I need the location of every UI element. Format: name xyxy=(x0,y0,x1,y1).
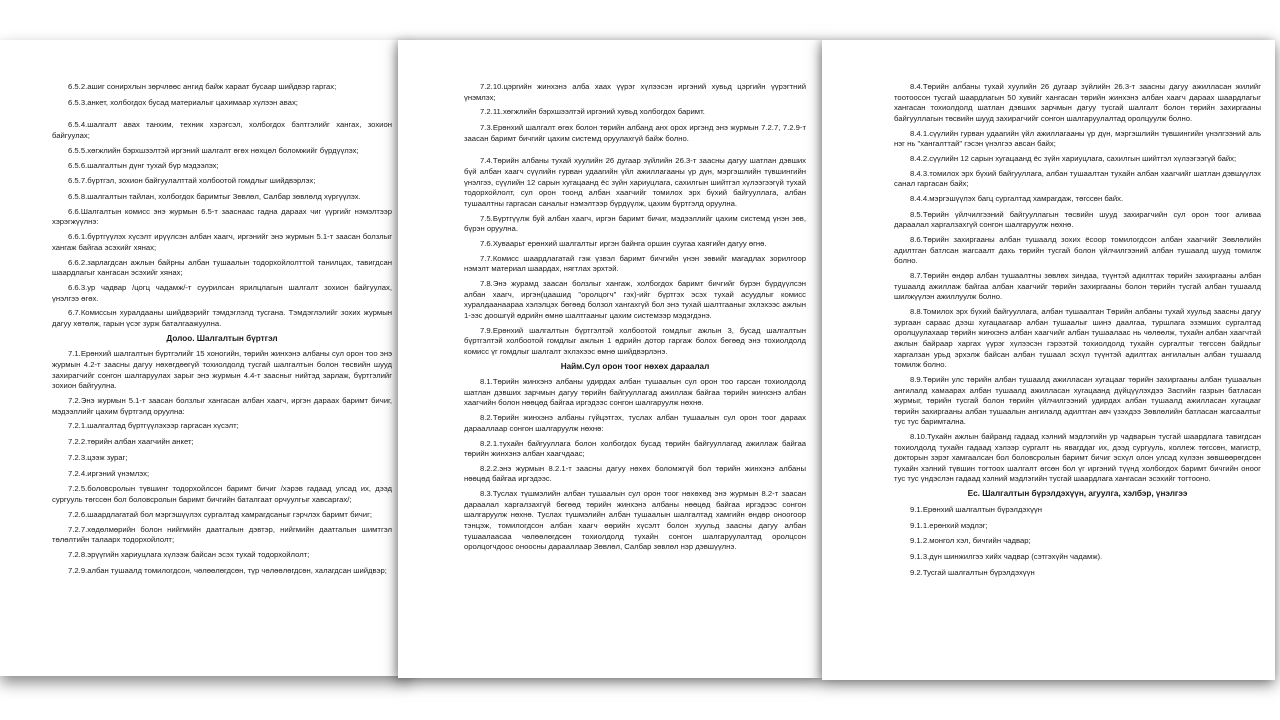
paragraph: 6.6.2.зарлагдсан ажлын байрны албан тушаалын тодорхойлолттой танилцах, тавигдсан шаардлагыг хангасан эсэхийг хянах; xyxy=(52,257,392,278)
paragraph: 6.5.7.бүртгэл, зохион байгуулалттай холбоотой гомдлыг шийдвэрлэх; xyxy=(68,176,316,186)
section-heading: Долоо. Шалгалтын бүртгэл xyxy=(166,333,278,343)
document-page-right xyxy=(822,40,1275,680)
paragraph: 7.2.8.эрүүгийн хариуцлага хүлээж байсан эсэх тухай тодорхойлолт; xyxy=(68,549,310,559)
paragraph: 7.2.Энэ журмын 5.1-т заасан болзлыг хангасан албан хаагч, иргэн дараах баримт бичиг, мэдээллийг цахим бүртгэлд оруулна: xyxy=(52,395,392,416)
document-page-middle xyxy=(398,40,822,678)
paragraph: 7.2.1.шалгалтад бүртгүүлэхээр гаргасан хүсэлт; xyxy=(68,421,239,431)
paragraph: 6.5.2.ашиг сонирхлын зөрчлөөс ангид байж хараат бусаар шийдвэр гаргах; xyxy=(68,82,337,91)
paragraph: 9.1.1.ерөнхий мэдлэг; xyxy=(910,520,988,530)
paragraph: 8.2.2.энэ журмын 8.2.1-т заасны дагуу нөхөх боломжгүй бол төрийн жинхэнэ албаны нөөцөд байгаа иргэдээс. xyxy=(464,463,806,484)
paragraph: 7.7.Комисс шаардлагатай гэж үзвэл баримт бичгийн үнэн зөвийг магадлах зорилгоор нэмэлт материал шаардах, нягтлах эрхтэй. xyxy=(464,253,806,274)
paragraph: 8.2.1.тухайн байгууллага болон холбогдох бусад төрийн байгууллагад ажиллаж байгаа төрийн жинхэнэ албан хаагчдаас; xyxy=(464,438,806,459)
paragraph: 8.10.Тухайн ажлын байранд гадаад хэлний мэдлэгийн ур чадварын тусгай шаардлага тавигдсан тохиолдолд тухайн гадаад хэлээр сургалт нь явагддаг их, дээд сургууль, коллеж төгссөн, магистр, докторын зэрэг хамгаалсан бол боловсролын баримт бичиг эсхүл олон улсад хүлээн зөвшөөрөгдсөн тухайн хэлний түвшин тогтоох шалгалт өгсөн бол үг иргэний түүнд холбогдох баримт бичгийн оноог тус тус үндэслэн гадаад хэлний мэдлэгийн тусгай шаардлага хангасан эсэхийг тогтооно. xyxy=(894,432,1261,484)
paragraph: 6.5.6.шалгалтын дүнг тухай бүр мэдээлэх; xyxy=(68,160,219,170)
paragraph: 9.1.3.дүн шинжилгээ хийх чадвар (сэтгэхүйн чадамж). xyxy=(910,552,1103,562)
paragraph: 9.1.2.монгол хэл, бичгийн чадвар; xyxy=(910,536,1031,546)
paragraph: 8.2.Төрийн жинхэнэ албаны гүйцэтгэх, туслах албан тушаалын сул орон тоог дараах дарааллаар сонгон шалгаруулж нөхнө: xyxy=(464,413,806,433)
paragraph: 7.6.Хуваарьт ерөнхий шалгалтыг иргэн байнга оршин суугаа хаягийн дагуу өгнө. xyxy=(480,238,767,248)
paragraph: 7.2.7.хөдөлмөрийн болон нийгмийн даатгалын дэвтэр, нийгмийн даатгалын шимтгэл төлөлтийн талаарх тодорхойлолт; xyxy=(52,524,392,545)
paragraph: 6.5.4.шалгалт авах танхим, техник хэрэгсэл, холбогдох бэлтгэлийг хангах, зохион байгуулах; xyxy=(52,120,392,140)
paragraph: 7.2.5.боловсролын түвшинг тодорхойлсон баримт бичиг /хэрэв гадаад улсад их, дээд сургууль төгссөн бол боловсролын баримт бичгийн баталгаат орчуулгыг хавсаргах/; xyxy=(52,484,392,504)
paragraph: 6.6.1.бүртгүүлэх хүсэлт ирүүлсэн албан хаагч, иргэнийг энэ журмын 5.1-т заасан болзлыг хангаж байгаа эсэхийг хянах; xyxy=(52,232,392,252)
paragraph: 7.2.3.цээж зураг; xyxy=(68,452,128,462)
paragraph: 8.4.2.сүүлийн 12 сарын хугацаанд ёс зүйн хариуцлага, сахилгын шийтгэл хүлээгээгүй байх; xyxy=(910,153,1237,163)
paragraph: 8.3.Туслах түшмэлийн албан тушаалын сул орон тоог нөхөхөд энэ журмын 8.2-т заасан дараалал харгалзахгүй бөгөөд төрийн жинхэнэ албаны нөөцөд байгаа иргэдээс сонгон шалгаруулж нөхнө. Туслах түшмэлийн албан тушаалын шалгалтад хамгийн өндөр оноогоор тэнцэж, томилогдсон албан хаагч өөрийн хүсэлт болон хуульд заасны дагуу албан тушаалаасаа чөлөөлөгдсөн тохиолдолд тухайн сонгон шалгаруулалтад оролцсон оролцогчдоос оноосны дарааллаар Зөвлөл, Салбар зөвлөл нэр дэвшүүлнэ. xyxy=(464,489,806,552)
paragraph: 6.7.Комиссын хуралдааны шийдвэрийг тэмдэглэлд тусгана. Тэмдэглэлийг зохих журмын дагуу хөтөлж, гарын үсэг зурж баталгаажуулна. xyxy=(52,308,392,328)
paragraph: 8.4.3.томилох эрх бүхий байгууллага, албан тушаалтан тухайн албан хаагчийг шатлан дэвшүүлэх санал гаргасан байх; xyxy=(894,168,1261,189)
paragraph: 7.2.9.албан тушаалд томилогдсон, чөлөөлөгдсөн, түр чөлөөлөгдсөн, халагдсан шийдвэр; xyxy=(68,565,387,575)
paragraph: 8.7.Төрийн өндөр албан тушаалтны зөвлөх зиндаа, түүнтэй адилтгах төрийн захиргааны албан тушаалд ажиллаж байгаа албан хаагчийг төрийн захиргааны болон төрийн тусгай албан тушаалд шилжүүлэн ажиллуулж болно. xyxy=(894,271,1261,302)
paragraph: 9.1.Ерөнхий шалгалтын бүрэлдэхүүн xyxy=(910,504,1043,514)
paragraph: 8.4.Төрийн албаны тухай хуулийн 26 дугаар зүйлийн 26.3-т заасны дагуу ажилласан жилийг тоотоосон тусгай шаардлагын 50 хувийг хангасан төрийн жинхэнэ албан хаагч дараах шаардлагыг хангасан тохиолдолд шатлан дэвших зарчмын дагуу тусгай шалгалт болон төрийн захиргааны байгууллагын төсвийн шууд захирагчийг сонгон шалгаруулалтад оролцуулж болно. xyxy=(894,82,1261,123)
paragraph: 6.5.3.анкет, холбогдох бусад материалыг цахимаар хүлээн авах; xyxy=(68,97,298,107)
paragraph: 9.2.Тусгай шалгалтын бүрэлдэхүүн xyxy=(910,567,1035,577)
paragraph: 6.5.5.хөгжлийн бэрхшээлтэй иргэний шалгалт өгөх нөхцөл боломжийг бүрдүүлэх; xyxy=(68,145,359,155)
paragraph: 8.4.1.сүүлийн гурван удаагийн үйл ажиллагааны үр дүн, мэргэшлийн түвшингийн үнэлгээний аль нэг нь "хангалттай" гэсэн үнэлгээ авсан байх; xyxy=(894,128,1261,149)
paragraph: 7.2.2.төрийн албан хаагчийн анкет; xyxy=(68,437,194,447)
paragraph: 8.1.Төрийн жинхэнэ албаны удирдах албан тушаалын сул орон тоо гарсан тохиолдолд шатлан дэвших зарчмын дагуу төрийн байгууллагад ажиллаж байгаа төрийн жинхэнэ албан хаагчийн болон нөөцөд байгаа иргэдээс сонгон шалгаруулж нөхнө. xyxy=(464,377,806,408)
paragraph: 7.3.Ерөнхий шалгалт өгөх болон төрийн албанд анх орох иргэнд энэ журмын 7.2.7, 7.2.9-т заасан баримт бичгийг цахим системд оруулахгүй байж болно. xyxy=(464,123,806,143)
paragraph: 8.5.Төрийн үйлчилгээний байгууллагын төсвийн шууд захирагчийн сул орон тоог аливаа дараалал харгалзахгүй сонгон шалгаруулж нөхнө. xyxy=(894,209,1261,230)
document-page-left xyxy=(0,40,408,676)
paragraph: 6.5.8.шалгалтын тайлан, холбогдох баримтыг Зөвлөл, Салбар зөвлөлд хүргүүлэх. xyxy=(68,192,361,202)
paragraph: 7.2.4.иргэний үнэмлэх; xyxy=(68,468,150,478)
paragraph: 8.4.4.мэргэшүүлэх багц сургалтад хамрагдаж, төгссөн байх. xyxy=(910,194,1124,204)
paragraph: 6.6.3.ур чадвар /цогц чадамж/-т суурилсан ярилцлагын шалгалт зохион байгуулах, үнэлгээ өгөх. xyxy=(52,283,392,303)
section-heading: Найм.Сул орон тоог нөхөх дараалал xyxy=(560,361,710,371)
paragraph: 7.2.6.шаардлагатай бол мэргэшүүлэх сургалтад хамрагдсаныг гэрчлэх баримт бичиг; xyxy=(68,509,373,519)
paragraph: 7.2.11.хөгжлийн бэрхшээлтэй иргэний хувьд холбогдох баримт. xyxy=(480,107,705,117)
section-heading: Ес. Шалгалтын бүрэлдэхүүн, агуулга, хэлбэр, үнэлгээ xyxy=(967,489,1188,499)
paragraph: 7.5.Бүртгүүлж буй албан хаагч, иргэн баримт бичиг, мэдээллийг цахим системд үнэн зөв, бүрэн оруулна. xyxy=(464,213,806,234)
paragraph: 7.4.Төрийн албаны тухай хуулийн 26 дугаар зүйлийн 26.3-т заасны дагуу шатлан дэвших бүй албан хаагч сүүлийн гурван удаагийн үйл ажиллагааны үр дүн, мэргэшлийн түвшингийн үнэлгээ, сүүлийн 12 сарын хугацаанд ёс зүйн хариуцлага, сахилгын шийтгэл хүлээгээгүй тухай тодорхойлолт, сул орон тоонд албан хаагчийг томилох эрх бүхий байгууллага, албан тушаалтны гаргасан саналыг нэмэлтээр бүрдүүлж, цахим бүртгэлд оруулна. xyxy=(464,156,806,208)
paragraph: 7.9.Ерөнхий шалгалтын бүртгэлтэй холбоотой гомдлыг ажлын 3, бусад шалгалтын бүртгэлтэй холбоотой гомдлыг ажлын 1 өдрийн дотор гаргаж болох бөгөөд энэ тохиолдолд комисс үг гомдлыг шалгалт эхлэхээс өмнө шийдвэрлэнэ. xyxy=(464,325,806,356)
paragraph: 8.9.Төрийн улс төрийн албан тушаалд ажилласан хугацааг төрийн захиргааны албан тушаалын ангилалд хамаарах албан тушаалд ажилласан хугацаанд дүйцүүлэхдээ Засгийн газрын батласан журмыг, төрийн тусгай болон төрийн үйлчилгээний удирдах албан тушаалд ажилласан хугацааг төрийн захиргааны албан тушаалын ангилалд адилтган авч үзэхдээ Зөвлөлийн батласан жагсаалтыг тус тус баримтална. xyxy=(894,374,1261,427)
paragraph: 7.1.Ерөнхий шалгалтын бүртгэлийг 15 хоногийн, төрийн жинхэнэ албаны сул орон тоо энэ журмын 4.2-т заасны дагуу нөхөгдөөгүй тохиолдолд тусгай шалгалтын болон төсвийн шууд захирагчийг сонгон шалгаруулах зарыг энэ журмын 4.4-т заасныг нийтэд зарлаж, бүртгэлийг зохион байгуулна. xyxy=(52,349,392,391)
paragraph: 7.2.10.цэргийн жинхэнэ алба хаах үүрэг хүлээсэн иргэний хувьд цэргийн үүрэгтний үнэмлэх; xyxy=(464,82,806,102)
paragraph: 8.8.Томилох эрх бүхий байгууллага, албан тушаалтан Төрийн албаны тухай хуульд заасны дагуу зургаан сараас дээш хугацаагаар албан тушаалыг шинэ даалгаа, туршлага эзэмших сургалтад оролцуулахаар төрийн жинхэнэ албан хаагчийг албан тушаалаас нь чөлөөлж, тухайн албан хаагчтай ажлын байраар харгах үүрэг хүлээсэн гэрээтэй тохиолдолд тухайн сургалтыг төгссөн байдлыг харгалзан урьд эрхэлж байсан албан тушаал эсхүл түүнтэй адилтгах ангилалын албан тушаалд томилж болно. xyxy=(894,307,1261,370)
paragraph: 7.8.Энэ журамд заасан болзлыг хангаж, холбогдох баримт бичгийг бүрэн бүрдүүлсэн албан хаагч, иргэн(цаашид "оролцогч" гэх)-ийг бүртгэх эсэх тухай асуудлыг комисс хуралдаанаараа хэлэлцэх бөгөөд болзол хангахгүй бол энэ тухай шалтгааныг эхлэхээс ажлын 1-ээс доошгүй өдрийн өмнө шалтгааныг цахим системээр мэдэгдэнэ. xyxy=(464,279,806,320)
paragraph: 8.6.Төрийн захиргааны албан тушаалд зохих ёсоор томилогдсон албан хаагчийг Зөвлөлийн адилтган батлсан жагсаалт дахь төрийн тусгай болон үйлчилгээний албан тушаалд шууд томилж болно. xyxy=(894,235,1261,266)
paragraph: 6.6.Шалгалтын комисс энэ журмын 6.5-т зааснаас гадна дараах чиг үүргийг нэмэлтээр хэрэгжүүлнэ: xyxy=(52,206,392,227)
